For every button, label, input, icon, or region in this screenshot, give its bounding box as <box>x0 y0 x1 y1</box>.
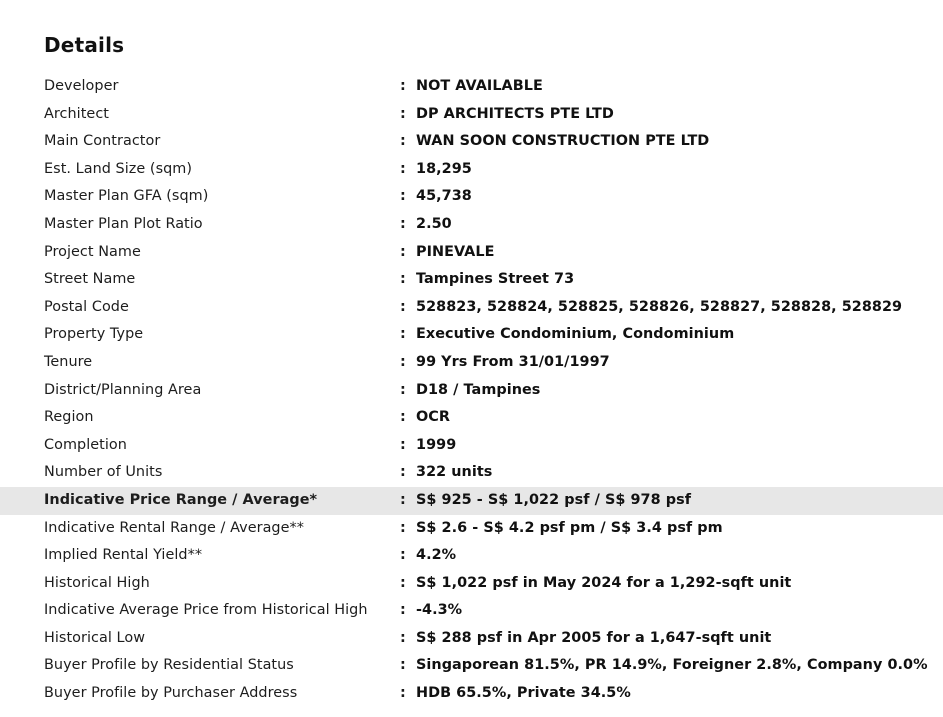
detail-row-district <box>0 377 943 405</box>
detail-value: Executive Condominium, Condominium <box>416 326 735 343</box>
detail-label: Completion <box>44 436 127 453</box>
detail-value: 45,738 <box>416 188 472 205</box>
detail-row-region <box>0 404 943 432</box>
detail-row-avg-from-high <box>0 597 943 625</box>
detail-separator: : <box>400 491 406 508</box>
detail-value: Singaporean 81.5%, PR 14.9%, Foreigner 2.8%, Company 0.0% <box>416 657 928 674</box>
detail-separator: : <box>400 105 406 122</box>
detail-value: S$ 288 psf in Apr 2005 for a 1,647-sqft unit <box>416 629 772 646</box>
detail-label: Historical Low <box>44 629 146 646</box>
detail-separator: : <box>400 188 406 205</box>
detail-label: Region <box>44 409 94 426</box>
section-title: Details <box>44 33 125 57</box>
detail-value: WAN SOON CONSTRUCTION PTE LTD <box>416 133 710 150</box>
detail-label: Number of Units <box>44 464 163 481</box>
detail-label: Buyer Profile by Residential Status <box>44 657 294 674</box>
detail-row-historical-high <box>0 570 943 598</box>
detail-separator: : <box>400 243 406 260</box>
detail-value: -4.3% <box>416 602 463 619</box>
detail-value: NOT AVAILABLE <box>416 78 543 94</box>
detail-row-property-type <box>0 321 943 349</box>
detail-label: Indicative Average Price from Historical High <box>44 602 368 619</box>
detail-label: Postal Code <box>44 298 129 315</box>
detail-separator: : <box>400 326 406 343</box>
detail-value: OCR <box>416 409 451 426</box>
detail-row-completion <box>0 432 943 460</box>
detail-label: Indicative Rental Range / Average** <box>44 519 305 536</box>
detail-value: S$ 2.6 - S$ 4.2 psf pm / S$ 3.4 psf pm <box>416 519 723 536</box>
detail-value: DP ARCHITECTS PTE LTD <box>416 105 614 122</box>
detail-value: 18,295 <box>416 160 472 177</box>
detail-row-master-plan-gfa <box>0 183 943 211</box>
detail-value: Tampines Street 73 <box>416 271 575 288</box>
detail-row-historical-low <box>0 625 943 653</box>
detail-separator: : <box>400 436 406 453</box>
detail-row-number-of-units <box>0 459 943 487</box>
detail-value: 1999 <box>416 436 457 453</box>
detail-label: Implied Rental Yield** <box>44 547 203 564</box>
detail-value: 528823, 528824, 528825, 528826, 528827, 528828, 528829 <box>416 298 903 315</box>
detail-value: 2.50 <box>416 215 452 232</box>
detail-value: 4.2% <box>416 547 457 564</box>
detail-row-plot-ratio <box>0 211 943 239</box>
detail-separator: : <box>400 381 406 398</box>
detail-value: PINEVALE <box>416 243 495 260</box>
detail-label: Architect <box>44 105 109 122</box>
detail-row-postal-code <box>0 294 943 322</box>
detail-row-indicative-rental <box>0 515 943 543</box>
details-list <box>0 73 943 708</box>
detail-separator: : <box>400 464 406 481</box>
detail-row-buyer-address <box>0 680 943 708</box>
detail-separator: : <box>400 271 406 288</box>
detail-separator: : <box>400 547 406 564</box>
detail-value: S$ 1,022 psf in May 2024 for a 1,292-sqft unit <box>416 574 792 591</box>
detail-row-main-contractor <box>0 128 943 156</box>
detail-separator: : <box>400 519 406 536</box>
detail-separator: : <box>400 215 406 232</box>
detail-separator: : <box>400 298 406 315</box>
detail-separator: : <box>400 353 406 370</box>
detail-separator: : <box>400 657 406 674</box>
detail-row-tenure <box>0 349 943 377</box>
detail-label: Tenure <box>44 353 93 370</box>
detail-label: Street Name <box>44 271 136 288</box>
detail-row-rental-yield <box>0 542 943 570</box>
detail-row-street-name <box>0 266 943 294</box>
detail-label: Project Name <box>44 243 141 260</box>
detail-label: Developer <box>44 78 119 94</box>
detail-separator: : <box>400 629 406 646</box>
detail-label: Buyer Profile by Purchaser Address <box>44 685 298 702</box>
detail-separator: : <box>400 409 406 426</box>
detail-label: District/Planning Area <box>44 381 202 398</box>
detail-value: 322 units <box>416 464 493 481</box>
detail-label: Master Plan Plot Ratio <box>44 215 203 232</box>
detail-separator: : <box>400 133 406 150</box>
detail-separator: : <box>400 574 406 591</box>
detail-value: S$ 925 - S$ 1,022 psf / S$ 978 psf <box>416 491 692 508</box>
detail-separator: : <box>400 602 406 619</box>
detail-label: Main Contractor <box>44 133 161 150</box>
detail-label: Master Plan GFA (sqm) <box>44 188 209 205</box>
detail-row-developer <box>0 73 943 101</box>
detail-value: D18 / Tampines <box>416 381 541 398</box>
detail-row-indicative-price <box>0 487 943 515</box>
detail-row-land-size <box>0 156 943 184</box>
detail-row-buyer-residential <box>0 652 943 680</box>
detail-separator: : <box>400 685 406 702</box>
detail-separator: : <box>400 160 406 177</box>
detail-label: Historical High <box>44 574 150 591</box>
detail-value: 99 Yrs From 31/01/1997 <box>416 353 610 370</box>
detail-label: Indicative Price Range / Average* <box>44 491 318 508</box>
detail-value: HDB 65.5%, Private 34.5% <box>416 685 631 702</box>
detail-row-project-name <box>0 239 943 267</box>
detail-separator: : <box>400 78 406 94</box>
detail-row-architect <box>0 101 943 129</box>
detail-label: Est. Land Size (sqm) <box>44 160 193 177</box>
detail-label: Property Type <box>44 326 144 343</box>
